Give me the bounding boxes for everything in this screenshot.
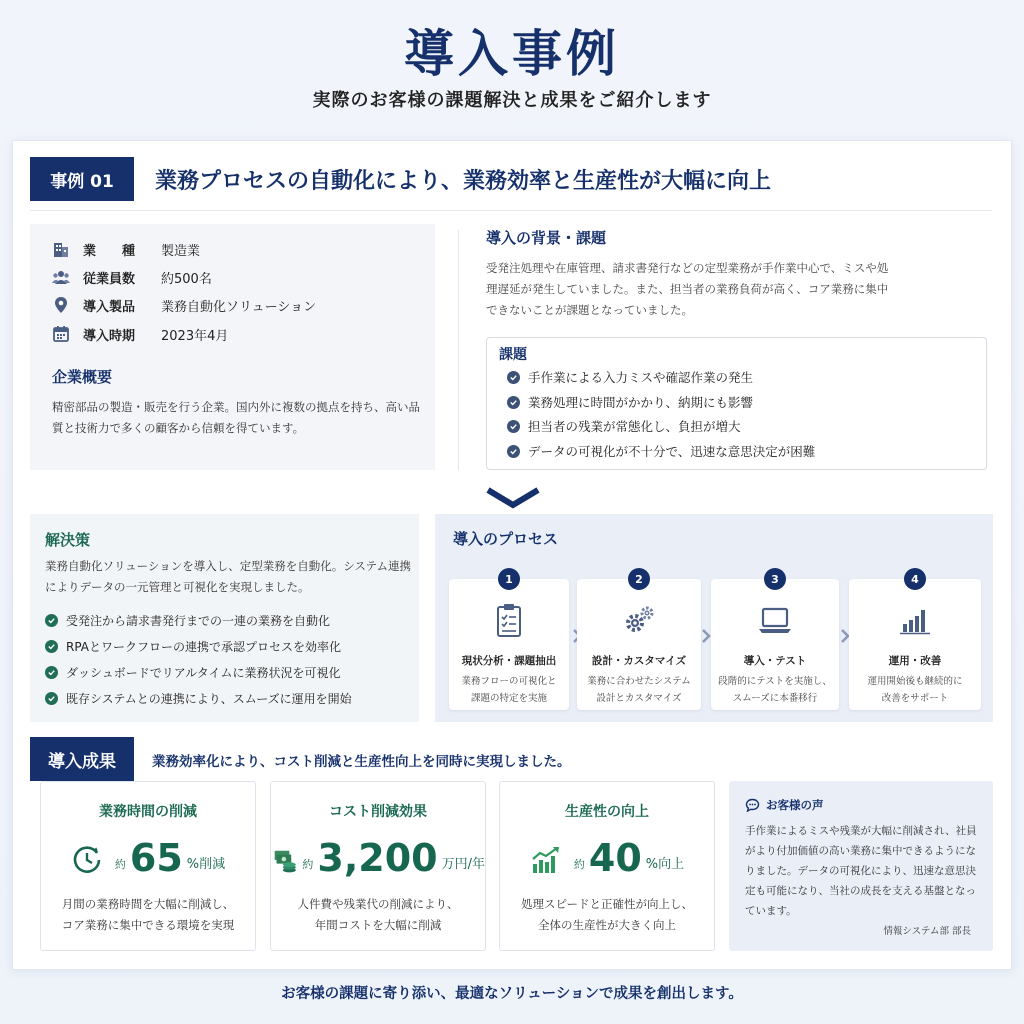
issues-heading: 課題 (499, 347, 527, 363)
page-subtitle: 実際のお客様の課題解決と成果をご紹介します (312, 90, 712, 111)
check-icon (45, 614, 58, 627)
info-row-date (52, 323, 228, 345)
result-unit: %向上 (645, 857, 685, 872)
solution-item-text: 既存システムとの連携により、スムーズに運用を開始 (66, 692, 352, 706)
background-heading: 導入の背景・課題 (486, 229, 607, 247)
step-desc: 運用開始後も継続的に 改善をサポート (867, 676, 963, 704)
issue-text: 手作業による入力ミスや確認作業の発生 (528, 370, 754, 385)
info-label: 導入製品 (83, 299, 136, 315)
results-badge: 導入成果 (30, 737, 134, 781)
solution-item-text: 受発注から請求書発行までの一連の業務を自動化 (66, 614, 331, 628)
building-icon (52, 240, 70, 258)
case-badge: 事例 01 (30, 157, 134, 201)
result-value: 3,200 (317, 836, 438, 880)
location-pin-icon (52, 296, 70, 314)
clock-icon (71, 844, 103, 876)
chevron-down-icon (486, 487, 540, 509)
info-label: 従業員数 (83, 271, 136, 287)
divider (30, 210, 992, 211)
solution-item (45, 690, 352, 707)
process-panel (435, 514, 993, 722)
issues-panel (486, 337, 987, 470)
solution-text: 業務自動化ソリューションを導入し、定型業務を自動化。システム連携によりデータの一元管理と可視化を実現しました。 (45, 559, 412, 594)
issue-text: データの可視化が不十分で、迅速な意思決定が困難 (528, 444, 816, 459)
process-step (449, 572, 569, 710)
result-heading: 業務時間の削減 (99, 804, 197, 820)
overview-text: 精密部品の製造・販売を行う企業。国内外に複数の拠点を持ち、高い品質と技術力で多くの顧客から信頼を得ています。 (52, 400, 420, 435)
vertical-divider (458, 230, 459, 470)
check-icon (45, 692, 58, 705)
page-title: 導入事例 (404, 25, 620, 83)
solution-item (45, 612, 330, 629)
voice-text: 手作業によるミスや残業が大幅に削減され、社員がより付加価値の高い業務に集中できるようになりました。データの可視化により、迅速な意思決定も可能になり、当社の成長を支える基盤となっています。 (745, 825, 977, 917)
solution-heading: 解決策 (45, 531, 91, 549)
solution-item-text: RPAとワークフローの連携で承認プロセスを効率化 (66, 640, 342, 654)
company-info-panel (30, 224, 435, 470)
result-unit: %削減 (186, 857, 226, 872)
step-desc: 段階的にテストを実施し、 スムーズに本番移行 (718, 676, 832, 704)
step-number: 1 (498, 568, 520, 590)
solution-item-text: ダッシュボードでリアルタイムに業務状況を可視化 (66, 666, 341, 680)
people-icon (52, 268, 70, 286)
step-number: 4 (904, 568, 926, 590)
solution-item (45, 638, 341, 655)
check-icon (507, 445, 520, 458)
step-desc: 業務フローの可視化と 課題の特定を実施 (461, 676, 557, 704)
check-icon (45, 640, 58, 653)
info-label: 導入時期 (83, 328, 136, 344)
background-text: 受発注処理や在庫管理、請求書発行などの定型業務が手作業中心で、ミスや処理遅延が発生していました。また、担当者の業務負荷が高く、コア業務に集中できないことが課題となっていました。 (486, 261, 889, 317)
step-title: 導入・テスト (743, 655, 807, 667)
process-heading: 導入のプロセス (453, 530, 559, 548)
issue-item (507, 442, 815, 460)
result-value: 65 (129, 836, 183, 880)
voice-heading: お客様の声 (766, 798, 824, 812)
info-value: 約500名 (161, 271, 212, 287)
issue-item (507, 393, 753, 411)
step-desc: 業務に合わせたシステム 設計とカスタマイズ (587, 676, 691, 704)
clipboard-icon (490, 601, 528, 639)
step-title: 設計・カスタマイズ (591, 655, 687, 667)
result-prefix: 約 (573, 858, 585, 871)
results-lead: 業務効率化により、コスト削減と生産性向上を同時に実現しました。 (152, 754, 571, 770)
result-metric (41, 834, 255, 880)
info-value: 2023年4月 (161, 328, 229, 344)
case-title: 業務プロセスの自動化により、業務効率と生産性が大幅に向上 (155, 169, 772, 194)
step-title: 運用・改善 (888, 655, 942, 667)
check-icon (45, 666, 58, 679)
check-icon (507, 371, 520, 384)
result-desc: 処理スピードと正確性が向上し、 全体の生産性が大きく向上 (520, 897, 694, 932)
info-row-employees (52, 266, 212, 288)
voice-signature: 情報システム部 部長 (883, 926, 971, 937)
info-row-product (52, 294, 316, 316)
result-desc: 月間の業務時間を大幅に削減し、 コア業務に集中できる環境を実現 (61, 897, 235, 932)
step-number: 3 (764, 568, 786, 590)
result-card (40, 781, 256, 951)
step-number: 2 (628, 568, 650, 590)
issue-text: 担当者の残業が常態化し、負担が増大 (528, 419, 741, 434)
info-value: 製造業 (161, 243, 201, 259)
growth-chart-icon (530, 844, 562, 876)
result-unit: 万円/年 (441, 857, 485, 872)
result-card (499, 781, 715, 951)
solution-item (45, 664, 341, 681)
result-value: 40 (588, 836, 642, 880)
voice-heading-row (745, 797, 824, 813)
check-icon (507, 396, 520, 409)
result-desc: 人件費や残業代の削減により、 年間コストを大幅に削減 (297, 897, 459, 932)
chevron-right-icon (701, 628, 711, 644)
overview-heading: 企業概要 (52, 368, 113, 386)
laptop-icon (756, 601, 794, 639)
calendar-icon (52, 325, 70, 343)
check-icon (507, 420, 520, 433)
result-prefix: 約 (114, 858, 126, 871)
process-step (711, 572, 839, 710)
info-label: 業 種 (83, 243, 136, 259)
solution-panel (30, 514, 419, 722)
result-card (270, 781, 486, 951)
footer-message: お客様の課題に寄り添い、最適なソリューションで成果を創出します。 (281, 985, 743, 1002)
result-metric (500, 834, 714, 880)
issue-item (507, 417, 741, 435)
process-step (849, 572, 981, 710)
result-metric (271, 834, 485, 880)
result-prefix: 約 (302, 858, 314, 871)
gears-icon (620, 601, 658, 639)
result-heading: コスト削減効果 (329, 804, 427, 820)
step-title: 現状分析・課題抽出 (461, 655, 557, 667)
info-value: 業務自動化ソリューション (161, 299, 317, 315)
money-icon (271, 844, 300, 876)
customer-voice-panel (729, 781, 993, 951)
issue-item (507, 368, 753, 386)
bar-chart-icon (896, 601, 934, 639)
result-heading: 生産性の向上 (565, 804, 649, 820)
speech-bubble-icon (745, 798, 760, 813)
process-step (577, 572, 701, 710)
info-row-industry (52, 238, 200, 260)
issue-text: 業務処理に時間がかかり、納期にも影響 (528, 395, 754, 410)
